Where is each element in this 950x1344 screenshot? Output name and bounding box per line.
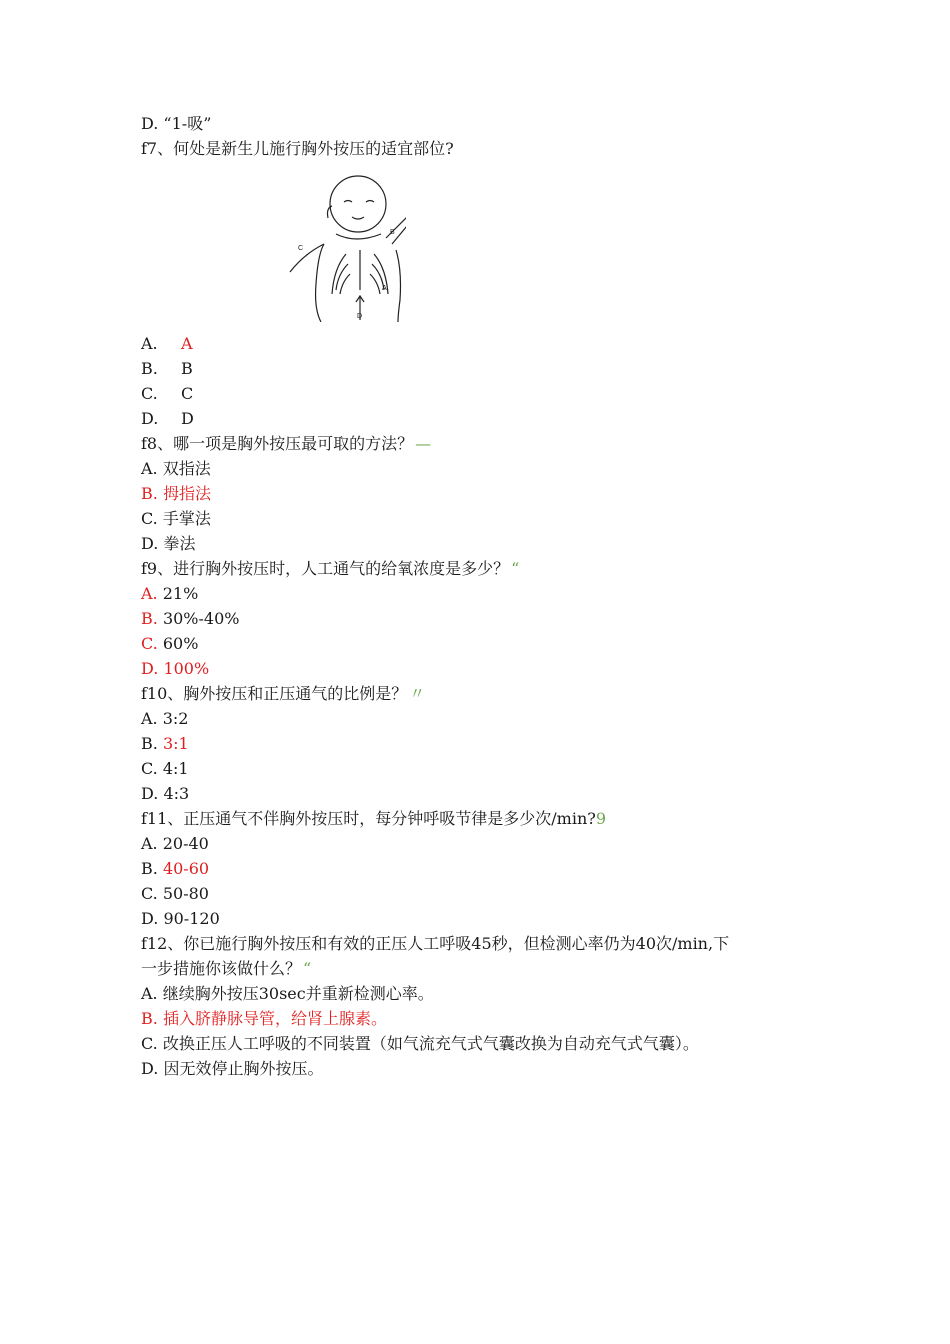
option-label: A. — [141, 459, 158, 478]
question-12-stem-line1 — [141, 934, 729, 954]
q7-option-c[interactable] — [141, 384, 193, 404]
option-text: 3:2 — [162, 709, 189, 728]
option-text: 改换正压人工呼吸的不同装置（如气流充气式气囊改换为自动充气式气囊）。 — [162, 1034, 699, 1053]
option-text: 拳法 — [163, 534, 196, 553]
q9-option-d[interactable] — [141, 659, 209, 679]
question-12-stem-line2 — [141, 959, 311, 979]
q10-mark: 〃 — [409, 684, 426, 703]
q9-option-c[interactable] — [141, 634, 198, 654]
question-8-stem — [141, 434, 431, 454]
option-text: 双指法 — [162, 459, 211, 478]
option-text: 4:3 — [163, 784, 190, 803]
q7-option-b[interactable] — [141, 359, 193, 379]
q8-option-a[interactable] — [141, 459, 211, 479]
q9-mark: “ — [511, 559, 520, 578]
option-label: B. — [141, 484, 158, 503]
option-text: 手掌法 — [162, 509, 211, 528]
infant-chest-illustration — [286, 172, 406, 322]
q12-stem-text-2: 一步措施你该做什么？ — [141, 959, 302, 978]
q7-stem-text: f7、何处是新生儿施行胸外按压的适宜部位? — [141, 139, 454, 158]
q11-option-d[interactable] — [141, 909, 220, 929]
option-text: 因无效停止胸外按压。 — [163, 1059, 324, 1078]
option-text: 4:1 — [162, 759, 189, 778]
option-label: C. — [141, 509, 158, 528]
prev-option-d — [141, 114, 211, 134]
option-label: A. — [141, 584, 158, 603]
q8-option-d[interactable] — [141, 534, 195, 554]
option-label: B. — [141, 859, 158, 878]
option-label: A. — [141, 709, 158, 728]
option-text: D — [181, 409, 194, 428]
option-text: C — [181, 384, 194, 403]
option-text: 3:1 — [162, 734, 189, 753]
q12-mark: “ — [303, 959, 312, 978]
option-text: B — [181, 359, 193, 378]
option-label: B. — [141, 1009, 158, 1028]
q10-option-a[interactable] — [141, 709, 188, 729]
option-text: 20-40 — [162, 834, 209, 853]
q8-stem-text: f8、哪一项是胸外按压最可取的方法？ — [141, 434, 414, 453]
option-label: A. — [141, 984, 158, 1003]
q7-option-a[interactable] — [141, 334, 193, 354]
option-label: D. — [141, 1059, 159, 1078]
option-text: 90-120 — [163, 909, 220, 928]
option-text: 拇指法 — [162, 484, 211, 503]
q9-option-b[interactable] — [141, 609, 239, 629]
question-7-stem — [141, 139, 454, 159]
figure-label-c: C — [298, 245, 304, 252]
option-text: 40-60 — [162, 859, 210, 878]
q11-option-c[interactable] — [141, 884, 209, 904]
q8-mark: — — [415, 434, 432, 453]
option-text: 60% — [162, 634, 199, 653]
option-label: C. — [141, 1034, 158, 1053]
q12-option-c[interactable] — [141, 1034, 699, 1054]
question-10-stem — [141, 684, 425, 704]
option-text: 100% — [163, 659, 210, 678]
option-label: D. — [141, 909, 159, 928]
figure-label-d: D — [357, 313, 363, 320]
q11-stem-text: f11、正压通气不伴胸外按压时，每分钟呼吸节律是多少次/min? — [141, 809, 596, 828]
figure-label-b: B — [390, 229, 395, 236]
option-label: C. — [141, 884, 158, 903]
option-text: A — [181, 334, 193, 353]
option-label: C. — [141, 759, 158, 778]
option-label: A. — [141, 834, 158, 853]
q8-option-b[interactable] — [141, 484, 211, 504]
q9-stem-text: f9、进行胸外按压时，人工通气的给氧浓度是多少？ — [141, 559, 510, 578]
q10-option-b[interactable] — [141, 734, 189, 754]
q11-mark: 9 — [595, 809, 607, 828]
q10-option-c[interactable] — [141, 759, 189, 779]
q7-option-d[interactable] — [141, 409, 194, 429]
option-label: C. — [141, 634, 158, 653]
prev-option-d-text: D. “1-吸” — [141, 114, 212, 133]
option-label: B. — [141, 359, 158, 378]
q12-stem-text-1: f12、你已施行胸外按压和有效的正压人工呼吸45秒，但检测心率仍为40次/min,下 — [141, 934, 730, 953]
option-label: C. — [141, 384, 158, 403]
option-label: D. — [141, 534, 159, 553]
option-label: A. — [141, 334, 158, 353]
option-text: 插入脐静脉导管，给肾上腺素。 — [162, 1009, 387, 1028]
q11-option-b[interactable] — [141, 859, 209, 879]
question-11-stem — [141, 809, 606, 829]
option-text: 21% — [162, 584, 199, 603]
infant-chest-figure — [286, 172, 406, 322]
question-9-stem — [141, 559, 519, 579]
figure-label-a: A — [382, 285, 387, 292]
option-label: D. — [141, 409, 159, 428]
q8-option-c[interactable] — [141, 509, 211, 529]
q9-option-a[interactable] — [141, 584, 198, 604]
option-text: 30%-40% — [162, 609, 240, 628]
q11-option-a[interactable] — [141, 834, 209, 854]
q12-option-d[interactable] — [141, 1059, 323, 1079]
option-text: 继续胸外按压30sec并重新检测心率。 — [162, 984, 434, 1003]
q12-option-a[interactable] — [141, 984, 434, 1004]
option-text: 50-80 — [162, 884, 209, 903]
q10-option-d[interactable] — [141, 784, 189, 804]
option-label: D. — [141, 784, 159, 803]
option-label: B. — [141, 734, 158, 753]
option-label: D. — [141, 659, 159, 678]
option-label: B. — [141, 609, 158, 628]
q10-stem-text: f10、胸外按压和正压通气的比例是？ — [141, 684, 408, 703]
q12-option-b[interactable] — [141, 1009, 387, 1029]
